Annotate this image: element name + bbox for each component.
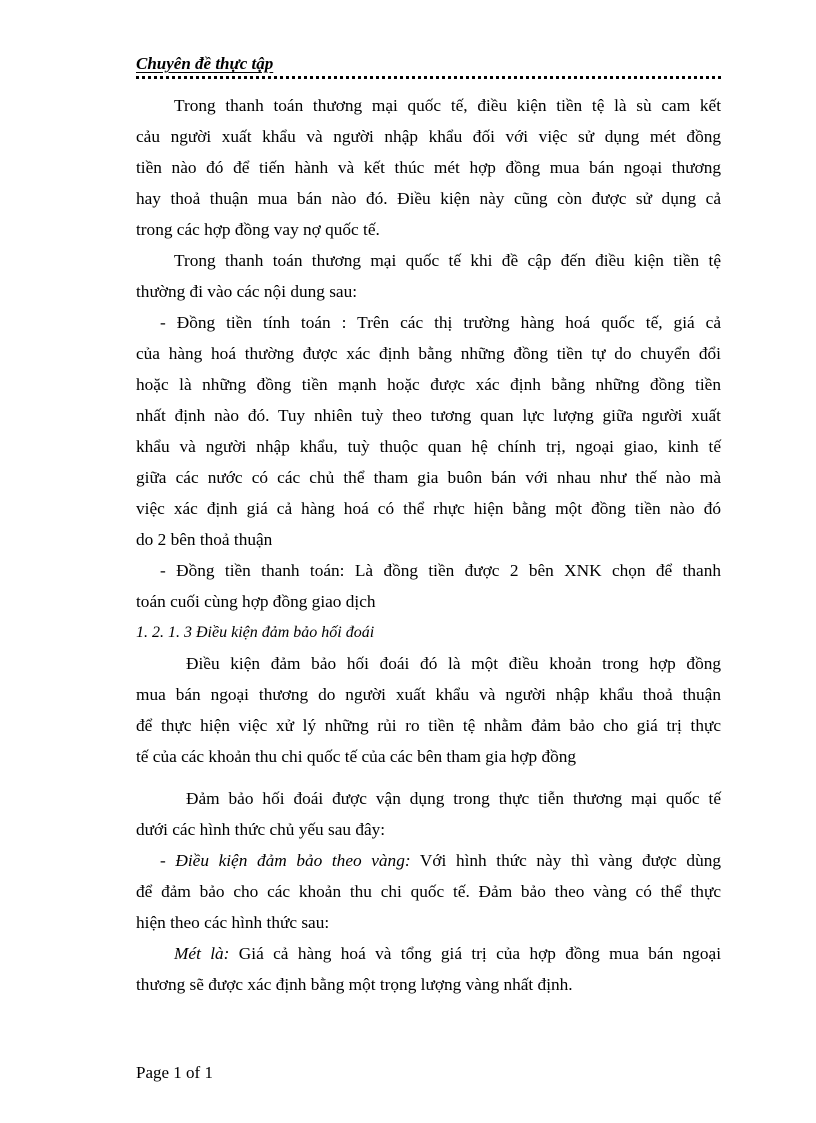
page-footer: Page 1 of 1	[136, 1063, 213, 1082]
paragraph-line	[136, 938, 721, 969]
paragraph-line: Đảm bảo hối đoái được vận dụng trong thực tiễn thương mại quốc tế	[186, 789, 721, 808]
paragraph-line: giữa các nước có các chủ thể tham gia buôn bán với nhau như thế nào mà	[136, 468, 721, 487]
paragraph-line: - Đồng tiền thanh toán: Là đồng tiền được 2 bên XNK chọn để thanh	[160, 561, 721, 580]
inline-text: Giá cả hàng hoá và tổng giá trị của hợp đồng mua bán ngoại	[229, 944, 721, 963]
paragraph-line: trong các hợp đồng vay nợ quốc tế.	[136, 220, 380, 239]
inline-italic-lead: Mét là:	[174, 944, 230, 963]
document-body	[136, 90, 721, 1000]
header-title: Chuyên đề thực tập	[136, 54, 274, 73]
paragraph-line: Trong thanh toán thương mại quốc tế, điều kiện tiền tệ là sù cam kết	[174, 96, 721, 115]
paragraph-line: để đảm bảo cho các khoản thu chi quốc tế. Đảm bảo theo vàng có thể thực	[136, 882, 721, 901]
page-header	[136, 54, 721, 78]
inline-text: Với hình thức này thì vàng được dùng	[410, 851, 721, 870]
paragraph-line: tế của các khoản thu chi quốc tế của các bên tham gia hợp đồng	[136, 747, 577, 766]
paragraph-line: khẩu và người nhập khẩu, tuỳ thuộc quan hệ chính trị, ngoại giao, kinh tế	[136, 437, 721, 456]
paragraph-line: tiền nào đó để tiến hành và kết thúc mét hợp đồng mua bán ngoại thương	[136, 158, 721, 177]
paragraph-line: hoặc là những đồng tiền mạnh hoặc được xác định bằng những đồng tiền	[136, 375, 721, 394]
paragraph-line	[136, 845, 721, 876]
paragraph-line: cảu người xuất khẩu và người nhập khẩu đối với việc sử dụng mét đồng	[136, 127, 721, 146]
paragraph-line: thương sẽ được xác định bằng một trọng lượng vàng nhất định.	[136, 975, 573, 994]
paragraph-line: - Đồng tiền tính toán : Trên các thị trường hàng hoá quốc tế, giá cả	[160, 313, 721, 332]
header-dotted-rule	[136, 76, 721, 79]
paragraph-line: dưới các hình thức chủ yếu sau đây:	[136, 820, 386, 839]
paragraph-line: thường đi vào các nội dung sau:	[136, 282, 358, 301]
paragraph-line: hay thoả thuận mua bán nào đó. Điều kiện này cũng còn được sử dụng cả	[136, 189, 721, 208]
paragraph-line: của hàng hoá thường được xác định bằng những đồng tiền tự do chuyển đổi	[136, 344, 721, 363]
paragraph-line: hiện theo các hình thức sau:	[136, 913, 330, 932]
paragraph-line: Điều kiện đảm bảo hối đoái đó là một điều khoản trong hợp đồng	[186, 654, 721, 673]
section-heading: 1. 2. 1. 3 Điều kiện đảm bảo hối đoái	[136, 624, 375, 641]
inline-italic-lead: - Điều kiện đảm bảo theo vàng:	[160, 851, 411, 870]
paragraph-line: do 2 bên thoả thuận	[136, 530, 273, 549]
paragraph-line: mua bán ngoại thương do người xuất khẩu và người nhập khẩu thoả thuận	[136, 685, 721, 704]
paragraph-line: nhất định nào đó. Tuy nhiên tuỳ theo tương quan lực lượng giữa người xuất	[136, 406, 721, 425]
paragraph-line: toán cuối cùng hợp đồng giao dịch	[136, 592, 376, 611]
paragraph-line: việc xác định giá cả hàng hoá có thể rhực hiện bằng một đồng tiền nào đó	[136, 499, 721, 518]
paragraph-line: Trong thanh toán thương mại quốc tế khi đề cập đến điều kiện tiền tệ	[174, 251, 721, 270]
paragraph-line: để thực hiện việc xử lý những rủi ro tiền tệ nhằm đảm bảo cho giá trị thực	[136, 716, 721, 735]
